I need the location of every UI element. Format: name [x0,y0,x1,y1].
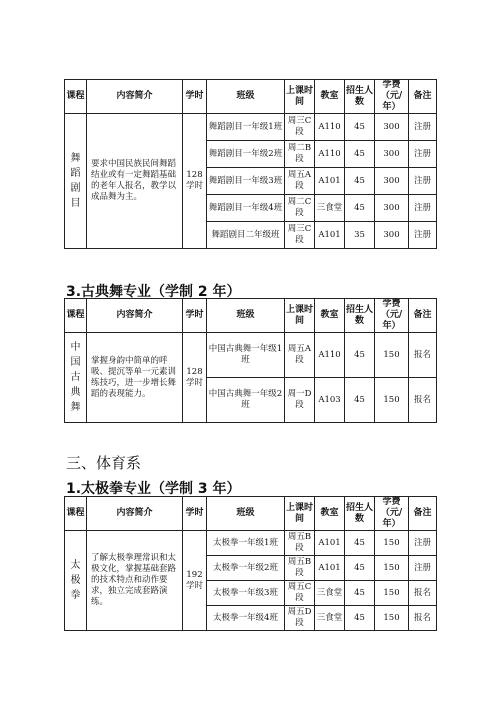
class-cell: 太极拳一年级2班 [207,556,285,581]
room-cell: 三食堂 [315,606,345,631]
table-row [65,531,437,556]
class-cell: 舞蹈剧目一年级3班 [207,168,285,195]
section-title-taichi: 1.太极拳专业（学制 3 年） [66,481,241,497]
enroll-cell: 45 [345,531,375,556]
time-cell: 周五A段 [285,333,315,378]
table-header-row [65,299,437,333]
taichi-table [64,496,437,631]
time-cell: 周三C段 [285,114,315,141]
note-cell: 注册 [409,114,437,141]
room-cell: A110 [315,333,345,378]
fee-cell: 300 [375,168,409,195]
note-cell: 报名 [409,333,437,378]
course-name-cell: 中国古典舞 [65,333,87,423]
room-cell: A110 [315,114,345,141]
room-cell: A110 [315,141,345,168]
header-class: 班级 [207,299,285,333]
course-name-cell: 太极拳 [65,531,87,631]
header-class: 班级 [207,497,285,531]
note-cell: 注册 [409,141,437,168]
enroll-cell: 45 [345,168,375,195]
header-intro: 内容简介 [87,497,183,531]
header-hours: 学时 [183,80,207,114]
room-cell: A101 [315,556,345,581]
note-cell: 注册 [409,556,437,581]
fee-cell: 150 [375,531,409,556]
header-time: 上课时间 [285,497,315,531]
fee-cell: 300 [375,141,409,168]
time-cell: 周五D段 [285,606,315,631]
note-cell: 报名 [409,606,437,631]
header-note: 备注 [409,299,437,333]
time-cell: 周三C段 [285,222,315,249]
department-title-sports: 三、体育系 [66,454,142,472]
header-fee: 学费（元/年） [375,299,409,333]
header-intro: 内容简介 [87,80,183,114]
note-cell: 注册 [409,168,437,195]
enroll-cell: 45 [345,606,375,631]
dance-repertoire-table [64,79,437,249]
note-cell: 报名 [409,378,437,423]
note-cell: 报名 [409,581,437,606]
header-fee: 学费（元/年） [375,497,409,531]
table-row [65,333,437,378]
enroll-cell: 45 [345,378,375,423]
table-row [65,114,437,141]
header-class: 班级 [207,80,285,114]
header-enroll: 招生人数 [345,299,375,333]
header-note: 备注 [409,80,437,114]
time-cell: 周二C段 [285,195,315,222]
table-header-row [65,80,437,114]
fee-cell: 150 [375,581,409,606]
fee-cell: 150 [375,333,409,378]
class-cell: 舞蹈剧目一年级2班 [207,141,285,168]
course-hours-cell: 192学时 [183,531,207,631]
time-cell: 周五B段 [285,556,315,581]
room-cell: A101 [315,168,345,195]
time-cell: 周五A段 [285,168,315,195]
class-cell: 舞蹈剧目一年级1班 [207,114,285,141]
enroll-cell: 45 [345,195,375,222]
fee-cell: 300 [375,114,409,141]
header-room: 教室 [315,497,345,531]
time-cell: 周二B段 [285,141,315,168]
room-cell: 三食堂 [315,195,345,222]
note-cell: 注册 [409,195,437,222]
time-cell: 周五B段 [285,531,315,556]
class-cell: 中国古典舞一年级1班 [207,333,285,378]
header-time: 上课时间 [285,80,315,114]
course-intro-cell: 要求中国民族民间舞蹈结业或有一定舞蹈基础的老年人报名，教学以成品舞为主。 [87,114,183,249]
header-note: 备注 [409,497,437,531]
class-cell: 太极拳一年级1班 [207,531,285,556]
course-hours-cell: 128学时 [183,114,207,249]
header-course: 课程 [65,80,87,114]
course-intro-cell: 了解太极拳理常识和太极文化，掌握基础套路的技术特点和动作要求，独立完成套路演练。 [87,531,183,631]
header-hours: 学时 [183,497,207,531]
header-hours: 学时 [183,299,207,333]
enroll-cell: 45 [345,333,375,378]
header-intro: 内容简介 [87,299,183,333]
class-cell: 中国古典舞一年级2班 [207,378,285,423]
class-cell: 舞蹈剧目二年级班 [207,222,285,249]
classical-dance-table [64,298,437,423]
room-cell: A103 [315,378,345,423]
enroll-cell: 45 [345,556,375,581]
enroll-cell: 45 [345,581,375,606]
fee-cell: 150 [375,606,409,631]
header-enroll: 招生人数 [345,80,375,114]
header-room: 教室 [315,80,345,114]
enroll-cell: 45 [345,141,375,168]
enroll-cell: 45 [345,114,375,141]
note-cell: 注册 [409,531,437,556]
header-enroll: 招生人数 [345,497,375,531]
header-course: 课程 [65,299,87,333]
fee-cell: 300 [375,222,409,249]
note-cell: 注册 [409,222,437,249]
class-cell: 太极拳一年级3班 [207,581,285,606]
fee-cell: 150 [375,378,409,423]
header-room: 教室 [315,299,345,333]
room-cell: A101 [315,222,345,249]
course-hours-cell: 128学时 [183,333,207,423]
time-cell: 周一D段 [285,378,315,423]
header-time: 上课时间 [285,299,315,333]
fee-cell: 300 [375,195,409,222]
fee-cell: 150 [375,556,409,581]
room-cell: A101 [315,531,345,556]
table-header-row [65,497,437,531]
header-fee: 学费（元/年） [375,80,409,114]
header-course: 课程 [65,497,87,531]
course-name-cell: 舞蹈剧目 [65,114,87,249]
room-cell: 三食堂 [315,581,345,606]
enroll-cell: 35 [345,222,375,249]
class-cell: 太极拳一年级4班 [207,606,285,631]
section-title-classical-dance: 3.古典舞专业（学制 2 年） [66,284,241,300]
course-intro-cell: 掌握身韵中简单的呼吸、提沉等单一元素训练技巧，进一步增长舞蹈的表现能力。 [87,333,183,423]
class-cell: 舞蹈剧目一年级4班 [207,195,285,222]
time-cell: 周五C段 [285,581,315,606]
